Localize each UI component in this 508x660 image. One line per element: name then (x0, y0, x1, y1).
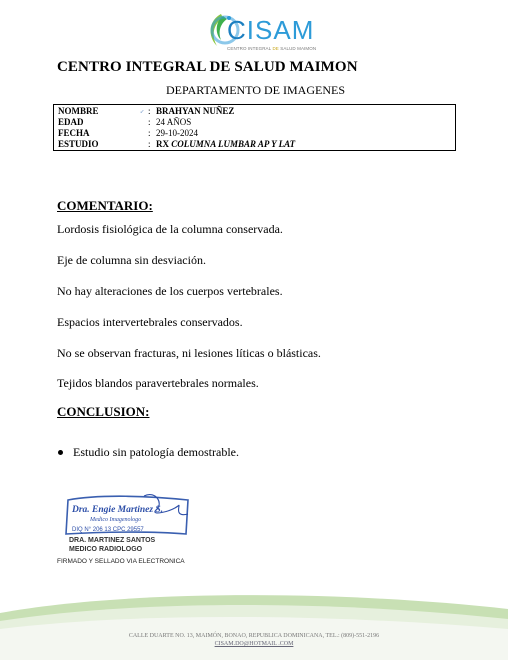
name-label: NOMBRE (58, 106, 99, 116)
date-label: FECHA (58, 128, 90, 138)
colon: : (148, 128, 151, 138)
study-label: ESTUDIO (58, 139, 99, 149)
comentario-heading: COMENTARIO: (57, 198, 153, 213)
footer-wave (0, 585, 508, 660)
finding-line: Eje de columna sin desviación. (57, 253, 206, 267)
conclusion-text: Estudio sin patología demostrable. (73, 445, 239, 459)
logo-subtitle: CENTRO INTEGRAL DE SALUD MAIMON (227, 46, 317, 51)
bullet-icon (58, 450, 63, 455)
finding-line: No hay alteraciones de los cuerpos vertebrales. (57, 284, 283, 298)
finding-line: Lordosis fisiológica de la columna conservada. (57, 222, 283, 236)
department-title: DEPARTAMENTO DE IMAGENES (166, 83, 345, 97)
conclusion-item (73, 445, 239, 460)
signer-role: MEDICO RADIOLOGO (69, 546, 143, 553)
age-label: EDAD (58, 117, 84, 127)
study-value: RX COLUMNA LUMBAR AP Y LAT (156, 139, 296, 149)
small-mark-icon: ↙ (140, 110, 145, 115)
finding-line: Tejidos blandos paravertebrales normales. (57, 376, 259, 390)
stamp-license: DIQ N° 206 13 CPC 29557 (72, 527, 144, 533)
stamp-specialty: Medico Imagenologo (90, 517, 142, 523)
colon: : (148, 139, 151, 149)
footer-email[interactable]: CISAM.DO@HOTMAIL .COM (214, 641, 294, 647)
conclusion-heading: CONCLUSION: (57, 404, 150, 419)
doctor-stamp (60, 488, 195, 538)
logo-wordmark: CISAM (227, 15, 315, 45)
age-value: 24 AÑOS (156, 117, 192, 127)
patient-info-box (53, 104, 456, 151)
date-value: 29-10-2024 (156, 128, 198, 138)
colon: : (148, 106, 151, 116)
footer-address: CALLE DUARTE NO. 13, MAIMÓN, BONAO, REPUBLICA DOMINICANA, TEL.: (809)-551-2196 (128, 633, 380, 639)
finding-line: Espacios intervertebrales conservados. (57, 315, 243, 329)
institution-title: CENTRO INTEGRAL DE SALUD MAIMON (57, 59, 358, 75)
colon: : (148, 117, 151, 127)
name-value: BRAHYAN NUÑEZ (156, 106, 235, 116)
signer-name: DRA. MARTINEZ SANTOS (69, 537, 156, 544)
stamp-doctor-name: Dra. Engie Martinez S. (72, 505, 164, 515)
cisam-logo (205, 10, 315, 52)
signature-note: FIRMADO Y SELLADO VIA ELECTRONICA (57, 558, 185, 565)
finding-line: No se observan fracturas, ni lesiones líticas o blásticas. (57, 346, 321, 360)
